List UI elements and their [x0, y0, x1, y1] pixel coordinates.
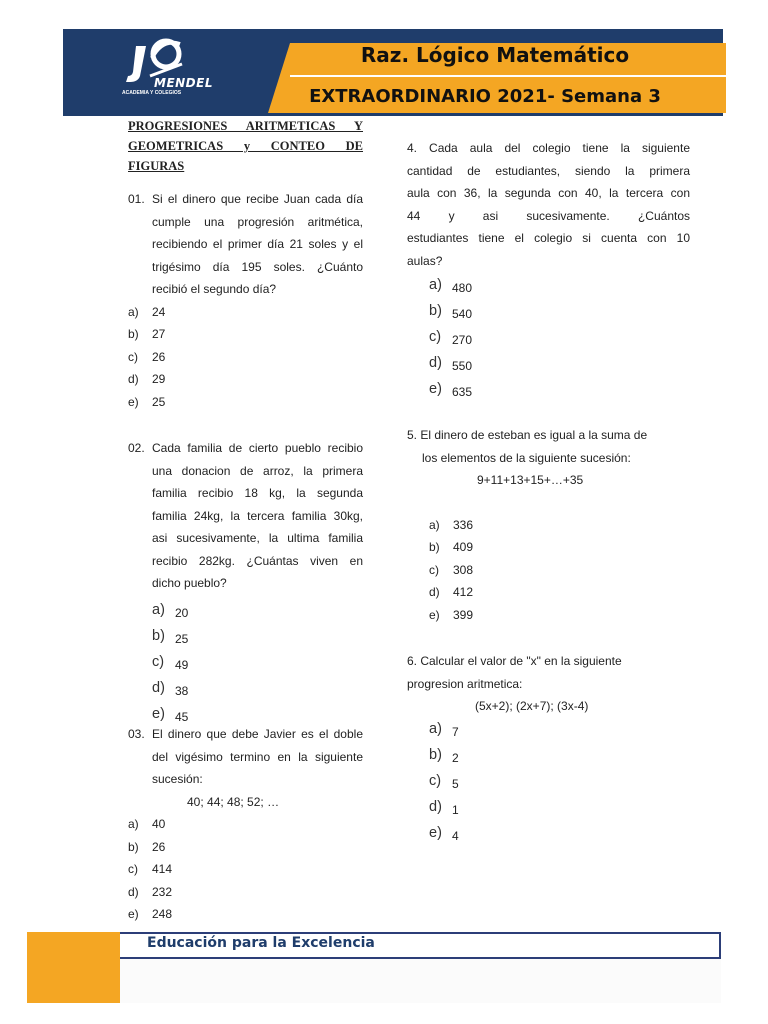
question-line: Cada familia de cierto pueblo recibio	[152, 441, 363, 455]
option	[407, 274, 690, 300]
option-value: 232	[152, 884, 173, 899]
option	[407, 604, 690, 627]
option-value: 45	[175, 709, 189, 724]
question-02	[128, 437, 363, 729]
option-letter: b)	[429, 746, 442, 763]
question-line: del vigésimo termino en la siguiente	[152, 749, 363, 764]
option-letter: b)	[152, 627, 165, 644]
option-value: 26	[152, 349, 166, 364]
option-value: 248	[152, 907, 173, 921]
question-06-options	[407, 718, 690, 848]
option	[128, 346, 363, 369]
option-value: 1	[452, 802, 459, 817]
question-number: 01.	[128, 192, 145, 206]
option-letter: d)	[429, 355, 442, 371]
option	[407, 514, 690, 537]
option	[128, 323, 363, 346]
option-value: 27	[152, 327, 166, 341]
option	[128, 301, 363, 324]
option	[407, 378, 690, 404]
option	[407, 559, 690, 582]
question-number: 03.	[128, 727, 145, 741]
option-value: 38	[175, 683, 189, 698]
option-value: 635	[452, 385, 473, 399]
option-letter: d)	[128, 884, 139, 899]
logo-name: MENDEL	[154, 76, 213, 90]
option	[407, 822, 690, 848]
option	[407, 770, 690, 796]
option	[128, 903, 363, 926]
option-value: 412	[453, 585, 474, 599]
option-letter: e)	[128, 394, 139, 409]
logo-tagline: ACADEMIA Y COLEGIOS	[122, 90, 182, 96]
option-letter: d)	[152, 679, 165, 696]
question-line: recibió el segundo día?	[152, 282, 277, 296]
option-value: 308	[453, 562, 474, 577]
option-value: 20	[175, 605, 189, 620]
option	[128, 836, 363, 859]
option-letter: b)	[429, 540, 440, 554]
option	[407, 300, 690, 326]
question-text	[152, 437, 363, 595]
option-letter: a)	[429, 277, 442, 293]
option-value: 4	[452, 828, 459, 843]
option-value: 24	[152, 304, 166, 319]
question-02-options	[128, 599, 363, 729]
option-letter: c)	[128, 862, 138, 876]
option	[128, 599, 363, 625]
question-line: progresion aritmetica:	[407, 676, 523, 691]
option-value: 414	[152, 862, 173, 876]
sequence: (5x+2); (2x+7); (3x-4)	[475, 699, 589, 713]
question-01-options	[128, 301, 363, 414]
page-title: Raz. Lógico Matemático	[360, 43, 630, 67]
option-value: 2	[452, 750, 459, 765]
footer-band	[120, 959, 721, 1003]
question-line: asi sucesivamente, la ultima familia	[152, 531, 363, 545]
option	[128, 813, 363, 836]
question-04	[407, 137, 690, 404]
question-number: 02.	[128, 441, 145, 455]
option-letter: c)	[429, 329, 442, 345]
question-03-options	[128, 813, 363, 926]
option	[128, 858, 363, 881]
question-line: una donacion de arroz, la primera	[152, 463, 363, 478]
question-text	[407, 650, 690, 718]
question-06	[407, 650, 690, 848]
option	[407, 326, 690, 352]
option-value: 5	[452, 776, 459, 791]
option	[407, 744, 690, 770]
option-letter: a)	[429, 517, 440, 532]
option	[407, 352, 690, 378]
option-letter: d)	[429, 798, 442, 815]
section-title	[128, 116, 363, 176]
option	[407, 536, 690, 559]
option-value: 49	[175, 657, 189, 672]
header-divider	[290, 75, 726, 77]
option-value: 336	[453, 517, 474, 532]
mendel-logo	[118, 36, 218, 100]
option-letter: b)	[128, 327, 139, 341]
option-value: 7	[452, 724, 459, 739]
option-value: 399	[453, 607, 474, 622]
question-line: aulas?	[407, 253, 443, 268]
section-title-line: FIGURAS	[128, 159, 185, 173]
option-value: 25	[152, 394, 166, 409]
question-01	[128, 188, 363, 301]
option	[128, 625, 363, 651]
option-value: 26	[152, 839, 166, 854]
question-line: cantidad de estudiantes, siendo la primera	[407, 163, 690, 178]
question-text	[152, 723, 363, 791]
option	[128, 651, 363, 677]
option	[407, 796, 690, 822]
option	[128, 368, 363, 391]
question-line: recibiendo el primer día 21 soles y el	[152, 237, 363, 251]
option-value: 480	[452, 281, 473, 295]
question-line: cumple una progresión aritmética,	[152, 214, 363, 229]
option-letter: e)	[429, 824, 442, 841]
question-line: estudiantes tiene el colegio si cuenta con 10	[407, 231, 690, 245]
question-line: aula con 36, la segunda con 40, la tercera con	[407, 186, 690, 200]
question-line: sucesión:	[152, 772, 203, 786]
option-value: 550	[452, 359, 473, 373]
option-letter: a)	[128, 817, 139, 831]
question-line: 5. El dinero de esteban es igual a la suma de	[407, 428, 648, 442]
question-05	[407, 424, 690, 626]
question-03	[128, 723, 363, 926]
page-subtitle: EXTRAORDINARIO 2021- Semana 3	[309, 86, 661, 107]
option-letter: b)	[128, 839, 139, 854]
question-line: 6. Calcular el valor de "x" en la siguiente	[407, 654, 622, 668]
section-title-line: GEOMETRICAS y CONTEO DE	[128, 139, 363, 153]
option-letter: c)	[429, 772, 442, 789]
option-value: 40	[152, 817, 166, 831]
question-line: familia 24kg, la tercera familia 30kg,	[152, 508, 363, 523]
sequence: 40; 44; 48; 52; …	[187, 794, 280, 809]
option-letter: c)	[429, 562, 439, 577]
option-value: 409	[453, 540, 474, 554]
sequence: 9+11+13+15+…+35	[477, 473, 584, 487]
question-05-options	[407, 514, 690, 627]
question-line: dicho pueblo?	[152, 576, 227, 590]
option-letter: e)	[128, 907, 139, 921]
question-text	[407, 137, 690, 272]
option	[407, 718, 690, 744]
option	[128, 677, 363, 703]
question-line: recibio 282kg. ¿Cuántas viven en	[152, 553, 363, 568]
option-letter: d)	[128, 372, 139, 386]
option-letter: b)	[429, 303, 442, 319]
option-letter: d)	[429, 585, 440, 599]
question-line: Si el dinero que recibe Juan cada día	[152, 192, 363, 206]
option-letter: a)	[429, 720, 442, 737]
option-letter: c)	[152, 653, 165, 670]
question-line: El dinero que debe Javier es el doble	[152, 727, 363, 741]
option-letter: c)	[128, 349, 138, 364]
option-value: 25	[175, 631, 189, 646]
option	[407, 581, 690, 604]
question-line: 4. Cada aula del colegio tiene la siguiente	[407, 141, 690, 155]
question-line: trigésimo día 195 soles. ¿Cuánto	[152, 259, 363, 274]
question-text	[152, 188, 363, 301]
footer-slogan: Educación para la Excelencia	[147, 935, 375, 951]
option-letter: e)	[152, 705, 165, 722]
question-04-options	[407, 274, 690, 404]
question-line: los elementos de la siguiente sucesión:	[422, 450, 631, 465]
section-title-line: PROGRESIONES ARITMETICAS Y	[128, 119, 363, 133]
question-line: familia recibio 18 kg, la segunda	[152, 486, 363, 500]
left-column	[128, 116, 363, 413]
question-line: 44 y asi sucesivamente. ¿Cuántos	[407, 208, 690, 223]
option-letter: a)	[152, 601, 165, 618]
option-value: 29	[152, 372, 166, 386]
option	[128, 391, 363, 414]
option-value: 270	[452, 333, 473, 347]
question-text	[407, 424, 690, 492]
option-value: 540	[452, 307, 473, 321]
option-letter: e)	[429, 607, 440, 622]
option	[128, 881, 363, 904]
option-letter: a)	[128, 304, 139, 319]
option-letter: e)	[429, 381, 442, 397]
footer-accent	[27, 932, 120, 1003]
